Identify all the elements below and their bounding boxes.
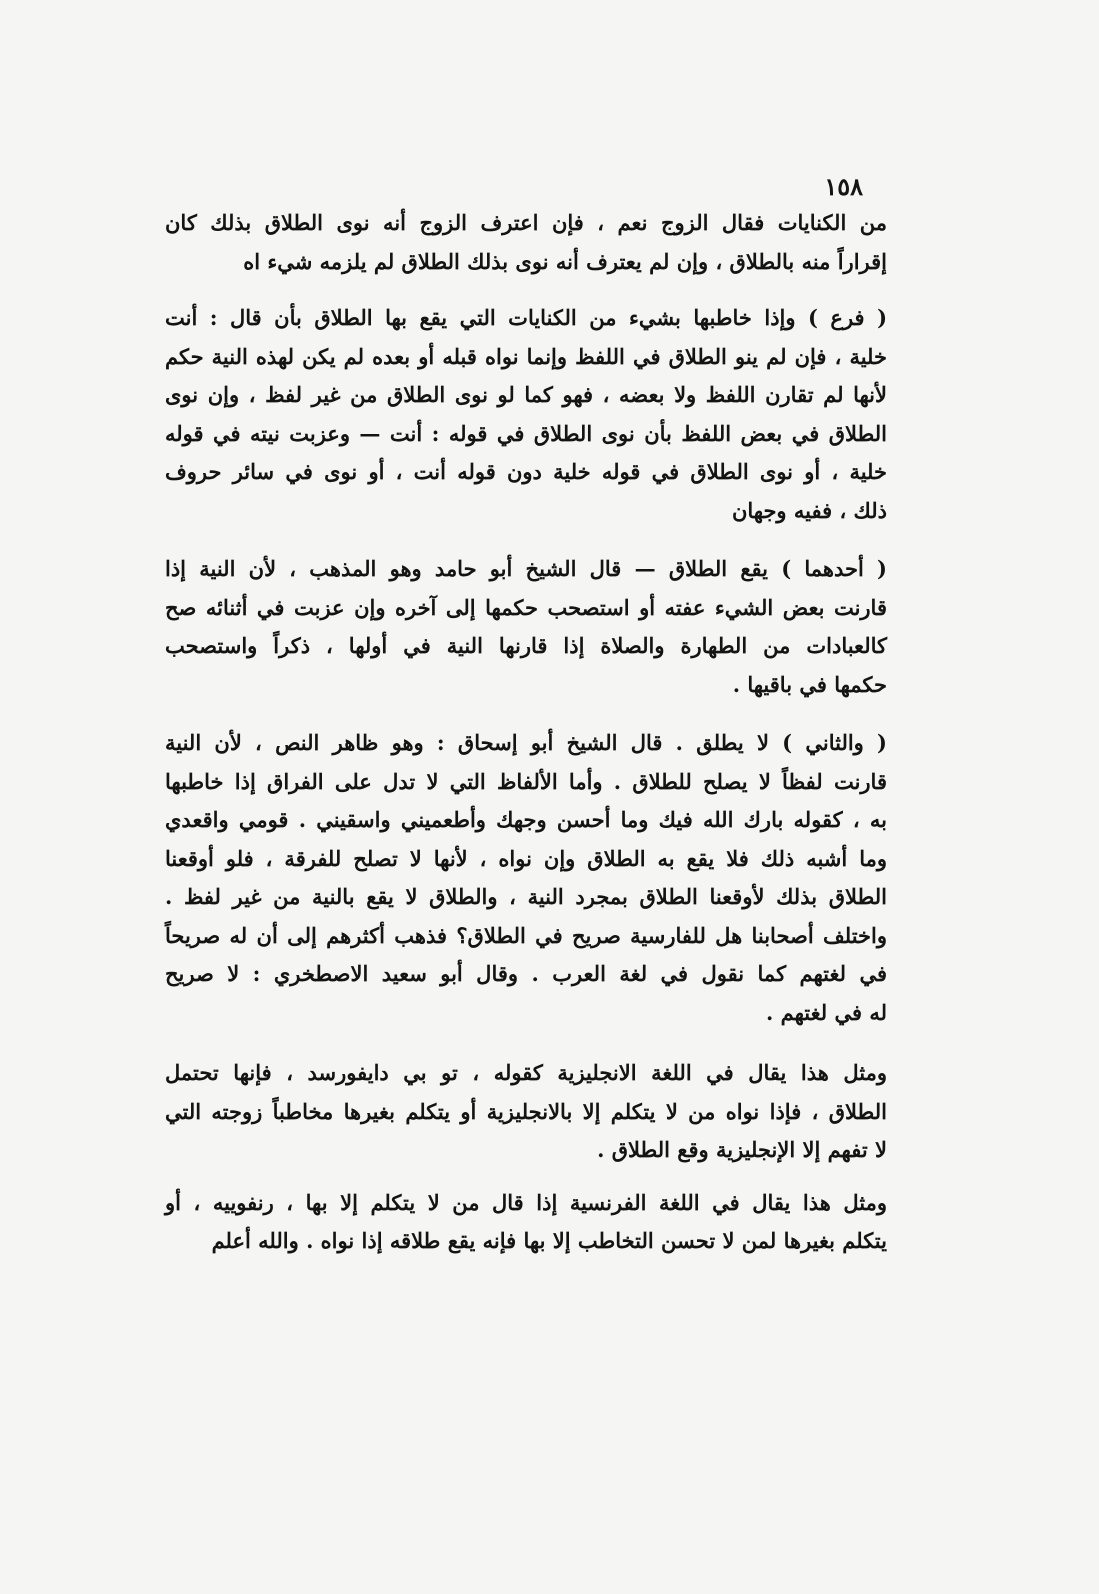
text-line: من الكنايات فقال الزوج نعم ، فإن اعترف الزوج أنه نوى الطلاق بذلك كان bbox=[165, 210, 887, 235]
text-line: يتكلم بغيرها لمن لا تحسن التخاطب إلا بها فإنه يقع طلاقه إذا نواه . والله أعلم bbox=[211, 1228, 887, 1253]
text-line: ( فرع ) وإذا خاطبها بشيء من الكنايات التي يقع بها الطلاق بأن قال : أنت bbox=[165, 305, 887, 330]
text-line: ومثل هذا يقال في اللغة الانجليزية كقوله ، تو بي دايفورسد ، فإنها تحتمل bbox=[165, 1060, 887, 1085]
text-line: واختلف أصحابنا هل للفارسية صريح في الطلاق؟ فذهب أكثرهم إلى أن له صريحاً bbox=[165, 922, 887, 948]
page-number: ١٥٨ bbox=[824, 172, 863, 201]
paragraph bbox=[165, 299, 887, 530]
text-line: لأنها لم تقارن اللفظ ولا بعضه ، فهو كما لو نوى الطلاق من غير لفظ ، وإن نوى bbox=[165, 382, 887, 407]
paragraph bbox=[165, 1054, 887, 1170]
text-line: به ، كقوله بارك الله فيك وما أحسن وجهك وأطعميني واسقيني . قومي واقعدي bbox=[165, 807, 887, 832]
paragraph bbox=[165, 724, 887, 1032]
text-line: قارنت لفظاً لا يصلح للطلاق . وأما الألفاظ التي لا تدل على الفراق إذا خاطبها bbox=[165, 768, 887, 794]
text-line: الطلاق ، فإذا نواه من لا يتكلم إلا بالانجليزية أو يتكلم بغيرها مخاطباً زوجته التي bbox=[165, 1098, 887, 1124]
text-line: ( أحدهما ) يقع الطلاق — قال الشيخ أبو حامد وهو المذهب ، لأن النية إذا bbox=[165, 556, 887, 581]
text-line: في لغتهم كما نقول في لغة العرب . وقال أبو سعيد الاصطخري : لا صريح bbox=[165, 961, 887, 986]
text-line: الطلاق في بعض اللفظ بأن نوى الطلاق في قوله : أنت — وعزبت نيته في قوله bbox=[165, 420, 887, 446]
text-line: ( والثاني ) لا يطلق . قال الشيخ أبو إسحاق : وهو ظاهر النص ، لأن النية bbox=[165, 730, 887, 755]
text-line: قارنت بعض الشيء عفته أو استصحب حكمها إلى آخره وإن عزبت في أثنائه صح bbox=[165, 594, 887, 620]
text-line: خلية ، أو نوى الطلاق في قوله خلية دون قوله أنت ، أو نوى في سائر حروف bbox=[165, 459, 887, 484]
paragraph bbox=[165, 550, 887, 704]
paragraph bbox=[165, 1184, 887, 1261]
paragraph bbox=[165, 204, 887, 281]
body-text bbox=[165, 204, 887, 1261]
text-line: له في لغتهم . bbox=[766, 999, 887, 1025]
text-line: كالعبادات من الطهارة والصلاة إذا قارنها النية في أولها ، ذكراً واستصحب bbox=[165, 633, 887, 658]
text-line: ومثل هذا يقال في اللغة الفرنسية إذا قال من لا يتكلم إلا بها ، رنفوييه ، أو bbox=[165, 1189, 887, 1215]
text-line: ذلك ، ففيه وجهان bbox=[731, 497, 887, 523]
text-line: حكمها في باقيها . bbox=[732, 671, 887, 697]
text-line: لا تفهم إلا الإنجليزية وقع الطلاق . bbox=[597, 1137, 887, 1162]
text-line: خلية ، فإن لم ينو الطلاق في اللفظ وإنما نواه قبله أو بعده لم يكن لهذه النية حكم bbox=[165, 343, 887, 369]
text-line: إقراراً منه بالطلاق ، وإن لم يعترف أنه نوى بذلك الطلاق لم يلزمه شيء اه bbox=[243, 248, 887, 274]
text-line: الطلاق بذلك لأوقعنا الطلاق بمجرد النية ، والطلاق لا يقع بالنية من غير لفظ . bbox=[165, 884, 887, 909]
text-line: وما أشبه ذلك فلا يقع به الطلاق وإن نواه ، لأنها لا تصلح للفرقة ، فلو أوقعنا bbox=[165, 845, 887, 871]
